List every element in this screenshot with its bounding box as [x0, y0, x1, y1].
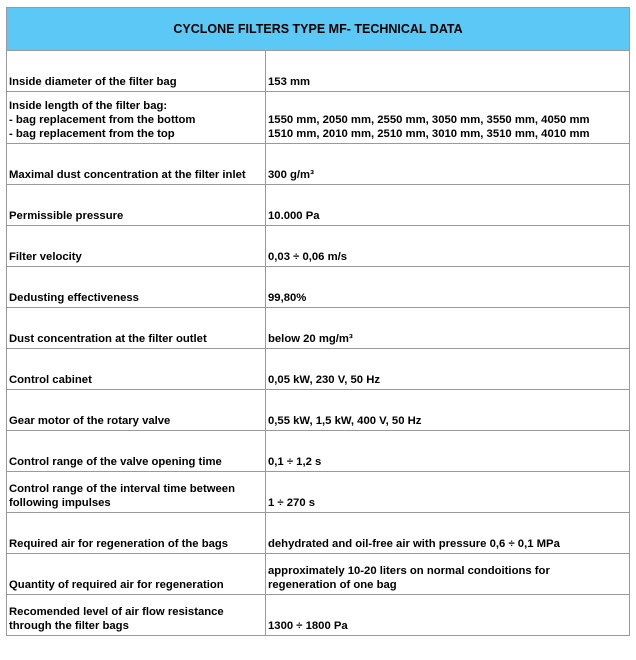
- parameter-cell: [7, 390, 266, 431]
- value-cell: [266, 51, 630, 92]
- parameter-label: Control cabinet: [9, 374, 92, 386]
- value-cell: [266, 226, 630, 267]
- parameter-label: Gear motor of the rotary valve: [9, 415, 171, 427]
- value-text: dehydrated and oil-free air with pressure 0,6 ÷ 0,1 MPa: [268, 538, 560, 550]
- parameter-cell: [7, 51, 266, 92]
- table-row: [7, 472, 630, 513]
- parameter-label: Maximal dust concentration at the filter inlet: [9, 169, 246, 181]
- parameter-cell: [7, 226, 266, 267]
- value-text: 0,05 kW, 230 V, 50 Hz: [268, 374, 380, 386]
- value-cell: [266, 554, 630, 595]
- table-row: [7, 349, 630, 390]
- technical-data-table: [6, 7, 630, 636]
- table-row: [7, 308, 630, 349]
- value-text: 1510 mm, 2010 mm, 2510 mm, 3010 mm, 3510 mm, 4010 mm: [268, 128, 590, 140]
- value-cell: [266, 349, 630, 390]
- value-text: 99,80%: [268, 292, 307, 304]
- value-cell: [266, 431, 630, 472]
- table-row: [7, 431, 630, 472]
- value-cell: [266, 472, 630, 513]
- parameter-label: Filter velocity: [9, 251, 82, 263]
- technical-data-sheet: [6, 7, 629, 636]
- parameter-label: Dedusting effectiveness: [9, 292, 139, 304]
- value-text: 300 g/m³: [268, 169, 314, 181]
- parameter-label: - bag replacement from the top: [9, 128, 175, 140]
- value-text: 153 mm: [268, 76, 311, 88]
- table-row: [7, 226, 630, 267]
- parameter-cell: [7, 185, 266, 226]
- parameter-label: through the filter bags: [9, 620, 129, 632]
- parameter-label: Inside length of the filter bag:: [9, 100, 168, 112]
- value-text: 1550 mm, 2050 mm, 2550 mm, 3050 mm, 3550 mm, 4050 mm: [268, 114, 590, 126]
- value-text: regeneration of one bag: [268, 579, 397, 591]
- parameter-cell: [7, 472, 266, 513]
- parameter-label: - bag replacement from the bottom: [9, 114, 196, 126]
- value-cell: [266, 144, 630, 185]
- value-cell: [266, 390, 630, 431]
- parameter-cell: [7, 595, 266, 636]
- table-row: [7, 185, 630, 226]
- table-title: CYCLONE FILTERS TYPE MF- TECHNICAL DATA: [7, 8, 630, 51]
- value-text: 1300 ÷ 1800 Pa: [268, 620, 348, 632]
- parameter-label: Dust concentration at the filter outlet: [9, 333, 207, 345]
- parameter-cell: [7, 431, 266, 472]
- value-cell: [266, 308, 630, 349]
- table-row: [7, 267, 630, 308]
- table-row: [7, 144, 630, 185]
- value-cell: [266, 513, 630, 554]
- value-cell: [266, 92, 630, 144]
- parameter-cell: [7, 92, 266, 144]
- table-row: [7, 92, 630, 144]
- value-text: approximately 10-20 liters on normal condoitions for: [268, 565, 550, 577]
- value-cell: [266, 185, 630, 226]
- parameter-cell: [7, 144, 266, 185]
- value-text: 10.000 Pa: [268, 210, 320, 222]
- table-row: [7, 51, 630, 92]
- value-cell: [266, 267, 630, 308]
- table-row: [7, 513, 630, 554]
- table-row: [7, 390, 630, 431]
- parameter-cell: [7, 267, 266, 308]
- parameter-cell: [7, 554, 266, 595]
- parameter-label: Control range of the valve opening time: [9, 456, 222, 468]
- value-text: below 20 mg/m³: [268, 333, 353, 345]
- table-row: [7, 595, 630, 636]
- parameter-cell: [7, 513, 266, 554]
- table-row: [7, 554, 630, 595]
- table-title-row: [7, 8, 630, 51]
- parameter-label: Recomended level of air flow resistance: [9, 606, 224, 618]
- value-text: 0,03 ÷ 0,06 m/s: [268, 251, 348, 263]
- parameter-cell: [7, 308, 266, 349]
- parameter-label: Control range of the interval time between: [9, 483, 235, 495]
- value-cell: [266, 595, 630, 636]
- parameter-label: Required air for regeneration of the bags: [9, 538, 229, 550]
- value-text: 0,1 ÷ 1,2 s: [268, 456, 322, 468]
- value-text: 0,55 kW, 1,5 kW, 400 V, 50 Hz: [268, 415, 422, 427]
- parameter-label: Inside diameter of the filter bag: [9, 76, 177, 88]
- value-text: 1 ÷ 270 s: [268, 497, 316, 509]
- parameter-label: Permissible pressure: [9, 210, 124, 222]
- parameter-label: Quantity of required air for regeneration: [9, 579, 224, 591]
- parameter-cell: [7, 349, 266, 390]
- parameter-label: following impulses: [9, 497, 111, 509]
